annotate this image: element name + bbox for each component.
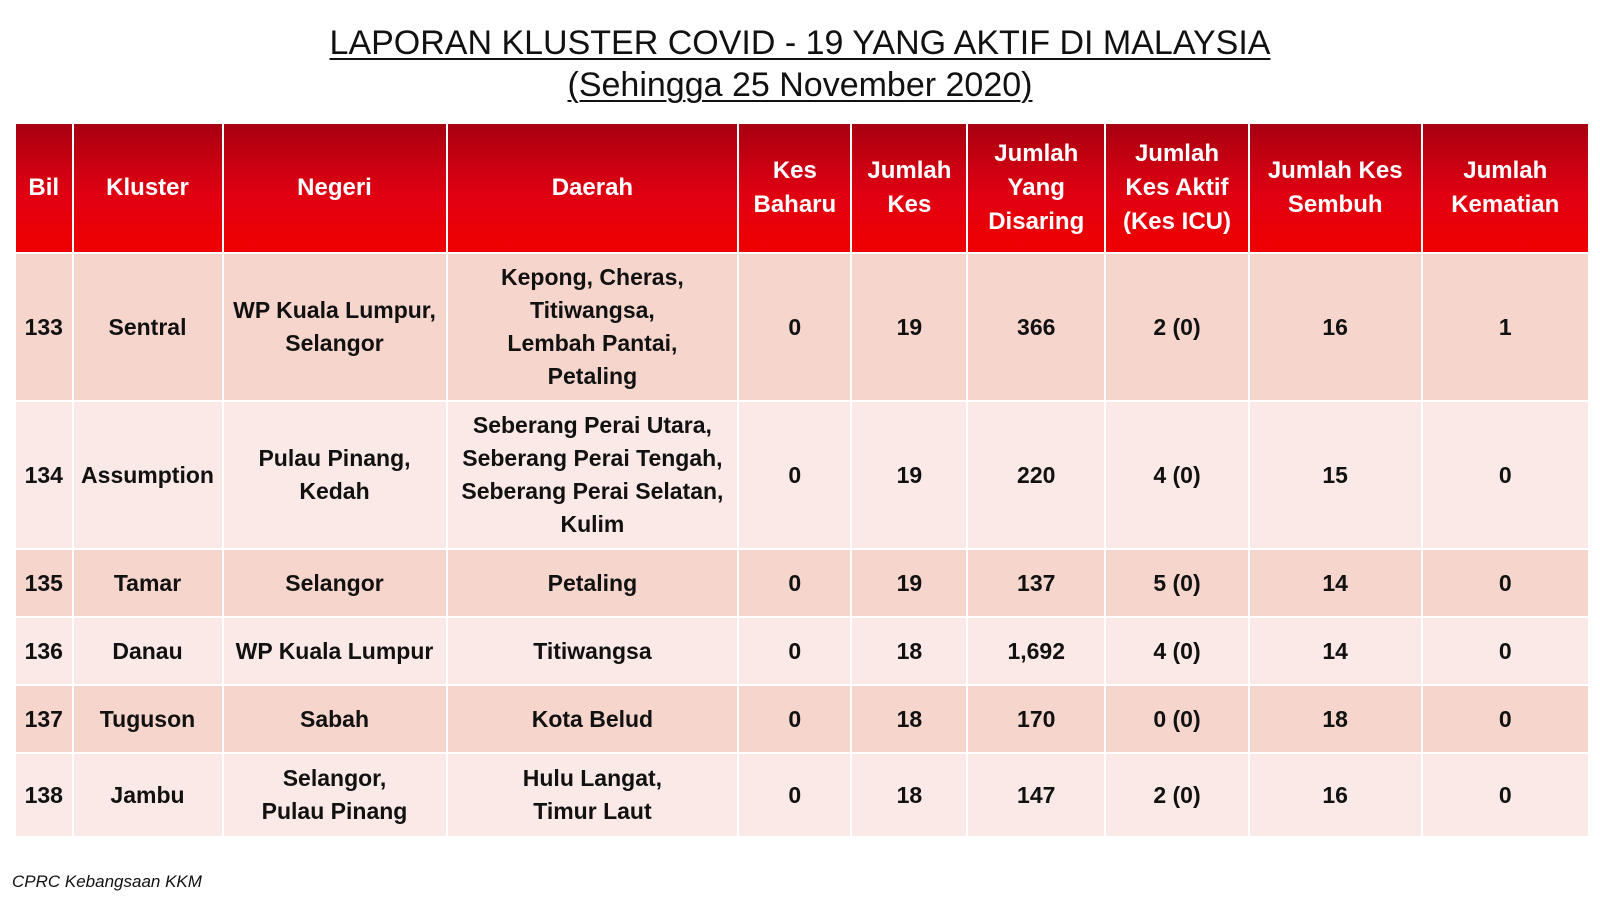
cell-jumlah-disaring: 137 [968,550,1104,616]
cell-jumlah-disaring: 220 [968,402,1104,548]
cell-kluster: Danau [74,618,222,684]
cell-kes-aktif: 2 (0) [1106,254,1248,400]
cell-kematian: 1 [1423,254,1589,400]
cell-bil: 134 [16,402,72,548]
cell-bil: 136 [16,618,72,684]
cell-kluster: Sentral [74,254,222,400]
cell-jumlah-kes: 18 [852,754,966,836]
cell-kes-baharu: 0 [739,254,850,400]
cell-kes-sembuh: 14 [1250,618,1421,684]
cell-bil: 138 [16,754,72,836]
cell-kes-aktif: 0 (0) [1106,686,1248,752]
header-kes-baharu: Kes Baharu [739,124,850,252]
cell-bil: 135 [16,550,72,616]
cell-kematian: 0 [1423,754,1589,836]
cell-bil: 133 [16,254,72,400]
table-header-row [16,124,1588,252]
table-row [16,254,1588,400]
cell-daerah-line: Kota Belud [531,705,654,732]
cell-kes-baharu: 0 [739,618,850,684]
table-row [16,686,1588,752]
cell-daerah-line: Petaling [547,363,638,389]
cell-negeri [224,254,446,400]
cell-kematian: 0 [1423,402,1589,548]
cell-jumlah-kes: 19 [852,550,966,616]
cell-negeri-line: Pulau Pinang [261,798,408,824]
cell-kes-baharu: 0 [739,686,850,752]
cell-kematian: 0 [1423,550,1589,616]
cell-jumlah-disaring: 366 [968,254,1104,400]
header-negeri: Negeri [224,124,446,252]
cell-daerah [448,754,738,836]
cell-jumlah-disaring: 1,692 [968,618,1104,684]
cell-negeri [224,686,446,752]
header-jumlah-kes-sembuh: Jumlah Kes Sembuh [1250,124,1421,252]
cell-negeri [224,402,446,548]
cluster-table [14,122,1590,838]
cell-daerah-line: Kepong, Cheras, [501,264,684,290]
cell-jumlah-kes: 19 [852,254,966,400]
cell-kes-aktif: 4 (0) [1106,618,1248,684]
cell-kes-sembuh: 16 [1250,754,1421,836]
cell-daerah-line: Seberang Perai Tengah, [462,445,723,471]
title-line-2: (Sehingga 25 November 2020) [567,66,1033,104]
cell-daerah-line: Lembah Pantai, [507,330,678,356]
cell-kematian: 0 [1423,686,1589,752]
cell-kes-sembuh: 16 [1250,254,1421,400]
cell-daerah-line: Seberang Perai Utara, [472,412,712,438]
header-bil: Bil [16,124,72,252]
cell-kluster: Tamar [74,550,222,616]
cell-daerah-line: Kulim [560,511,625,537]
header-kluster: Kluster [74,124,222,252]
cell-jumlah-kes: 19 [852,402,966,548]
cell-daerah [448,618,738,684]
report-title [0,22,1600,106]
header-jumlah-kes-aktif: Jumlah Kes Aktif (Kes ICU) [1106,124,1248,252]
cell-jumlah-kes: 18 [852,686,966,752]
header-jumlah-disaring: Jumlah Yang Disaring [968,124,1104,252]
cell-kluster: Tuguson [74,686,222,752]
cell-daerah [448,550,738,616]
cell-negeri-line: WP Kuala Lumpur [235,637,434,664]
header-daerah: Daerah [448,124,738,252]
cell-jumlah-kes: 18 [852,618,966,684]
cell-negeri-line: WP Kuala Lumpur, [233,297,436,323]
cell-negeri [224,618,446,684]
cell-negeri-line: Selangor, [282,765,387,791]
cell-kes-sembuh: 15 [1250,402,1421,548]
cell-kes-aktif: 5 (0) [1106,550,1248,616]
cell-kes-baharu: 0 [739,402,850,548]
cell-daerah-line: Titiwangsa, [530,297,655,323]
cell-daerah-line: Titiwangsa [533,637,652,664]
cell-negeri-line: Selangor [285,569,384,596]
cell-daerah-line: Petaling [547,569,638,596]
cell-daerah [448,686,738,752]
cell-kes-sembuh: 18 [1250,686,1421,752]
table-row [16,402,1588,548]
title-line-1: LAPORAN KLUSTER COVID - 19 YANG AKTIF DI MALAYSIA [329,24,1271,62]
table-row [16,550,1588,616]
cell-kematian: 0 [1423,618,1589,684]
cell-jumlah-disaring: 170 [968,686,1104,752]
cell-bil: 137 [16,686,72,752]
cell-kes-aktif: 4 (0) [1106,402,1248,548]
cell-negeri [224,550,446,616]
cell-daerah-line: Timur Laut [533,798,652,824]
header-jumlah-kematian: Jumlah Kematian [1423,124,1589,252]
cell-daerah-line: Hulu Langat, [522,765,663,791]
cell-daerah [448,254,738,400]
cell-jumlah-disaring: 147 [968,754,1104,836]
cell-kes-baharu: 0 [739,754,850,836]
cell-daerah [448,402,738,548]
cell-kes-baharu: 0 [739,550,850,616]
table-row [16,618,1588,684]
cell-negeri-line: Kedah [299,478,370,504]
source-note: CPRC Kebangsaan KKM [12,872,202,891]
table-row [16,754,1588,836]
cell-negeri-line: Pulau Pinang, [258,445,411,471]
cell-negeri-line: Sabah [299,705,370,732]
cell-negeri [224,754,446,836]
cell-kes-sembuh: 14 [1250,550,1421,616]
cell-kluster: Jambu [74,754,222,836]
cell-daerah-line: Seberang Perai Selatan, [461,478,724,504]
header-jumlah-kes: Jumlah Kes [852,124,966,252]
cell-kes-aktif: 2 (0) [1106,754,1248,836]
cell-negeri-line: Selangor [285,330,384,356]
cell-kluster: Assumption [74,402,222,548]
